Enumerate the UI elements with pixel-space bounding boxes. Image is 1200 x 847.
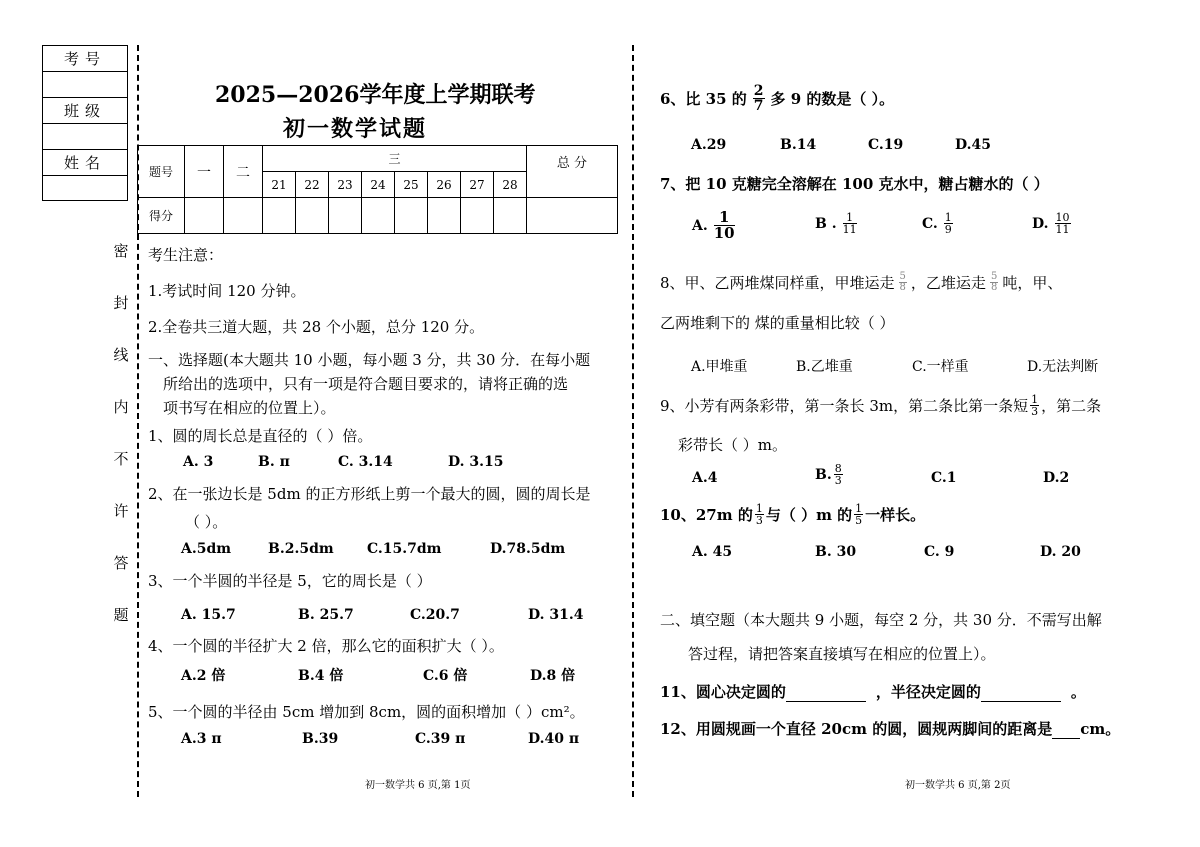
q1-option-a[interactable]: A. 3 xyxy=(183,454,214,470)
q10-option-d[interactable]: D. 20 xyxy=(1040,544,1081,560)
q10-option-c[interactable]: C. 9 xyxy=(924,544,955,560)
fraction xyxy=(753,84,765,113)
page-divider xyxy=(632,45,634,797)
q1-option-b[interactable]: B. π xyxy=(258,454,290,470)
numerator: 1 xyxy=(755,502,763,515)
footer-left: 初一数学共 6 页,第 1页 xyxy=(365,780,471,791)
q9-stem-cont: 彩带长（ ）m。 xyxy=(678,436,787,454)
fraction xyxy=(899,272,907,293)
exam-title: 2025—2026学年度上学期联考 xyxy=(215,82,536,108)
seal-char: 线 xyxy=(113,346,129,364)
numerator: 5 xyxy=(899,271,906,282)
denominator: 8 xyxy=(990,282,998,293)
option-label: D. xyxy=(1032,215,1049,232)
option-label: B. xyxy=(815,466,832,483)
numerator: 1 xyxy=(855,502,863,515)
q1-stem: 1、圆的周长总是直径的（ ）倍。 xyxy=(148,427,373,445)
name-label: 姓名 xyxy=(43,150,127,176)
q8-text: 8、甲、乙两堆煤同样重，甲堆运走 xyxy=(660,274,895,292)
q8-option-d[interactable]: D.无法判断 xyxy=(1027,359,1099,375)
numerator: 10 xyxy=(1055,211,1070,224)
q12-stem xyxy=(660,718,1120,739)
q2-stem-cont: （ ）。 xyxy=(185,513,228,531)
score-cell[interactable] xyxy=(224,198,263,234)
total-header: 总 分 xyxy=(527,146,618,198)
section-1-header: 一 xyxy=(185,146,224,198)
q12-answer-blank[interactable] xyxy=(1052,724,1080,739)
q11-text: 。 xyxy=(1070,683,1086,701)
q4-option-a[interactable]: A.2 倍 xyxy=(181,668,226,684)
denominator: 5 xyxy=(855,514,863,527)
seal-char: 题 xyxy=(113,606,129,624)
notice-heading: 考生注意： xyxy=(148,246,224,264)
q6-text: 多 9 的数是（ ）。 xyxy=(770,90,895,108)
q9-option-d[interactable]: D.2 xyxy=(1043,470,1070,486)
section1-heading-cont: 所给出的选项中，只有一项是符合题目要求的，请将正确的选 xyxy=(163,375,569,393)
denominator: 8 xyxy=(899,282,906,293)
section2-heading-cont: 答过程，请把答案直接填写在相应的位置上）。 xyxy=(688,645,996,663)
q9-text: 9、小芳有两条彩带，第一条长 3m，第二条比第一条短 xyxy=(660,397,1029,415)
exam-number-label: 考号 xyxy=(43,46,127,72)
q7-option-b[interactable] xyxy=(815,212,859,235)
q8-option-a[interactable]: A.甲堆重 xyxy=(691,359,748,375)
q8-option-b[interactable]: B.乙堆重 xyxy=(796,359,853,375)
seal-char: 内 xyxy=(113,398,129,416)
fraction xyxy=(714,210,735,241)
q6-option-d[interactable]: D.45 xyxy=(955,137,991,153)
q2-option-a[interactable]: A.5dm xyxy=(181,541,232,557)
q12-text: cm。 xyxy=(1080,720,1121,738)
q3-stem: 3、一个半圆的半径是 5，它的周长是（ ） xyxy=(148,572,432,590)
denominator: 10 xyxy=(713,224,735,242)
q5-option-d[interactable]: D.40 π xyxy=(528,731,580,747)
score-cell[interactable] xyxy=(263,198,296,234)
q5-option-a[interactable]: A.3 π xyxy=(181,731,222,747)
seal-char: 答 xyxy=(113,554,129,572)
q2-option-d[interactable]: D.78.5dm xyxy=(490,541,566,557)
question-number: 24 xyxy=(362,172,395,198)
class-field[interactable] xyxy=(43,124,127,150)
section1-heading-cont: 项书写在相应的位置上）。 xyxy=(163,399,336,417)
denominator: 11 xyxy=(842,223,857,236)
exam-subtitle: 初一数学试题 xyxy=(283,116,428,142)
question-number: 27 xyxy=(461,172,494,198)
q7-option-a[interactable] xyxy=(692,210,737,241)
numerator: 1 xyxy=(714,210,735,226)
q7-stem: 7、把 10 克糖完全溶解在 100 克水中，糖占糖水的（ ） xyxy=(660,175,1049,193)
score-cell[interactable] xyxy=(329,198,362,234)
total-score-cell[interactable] xyxy=(527,198,618,234)
denominator: 11 xyxy=(1055,223,1070,236)
fraction xyxy=(843,212,857,235)
denominator: 7 xyxy=(753,98,764,114)
q10-option-b[interactable]: B. 30 xyxy=(815,544,857,560)
score-cell[interactable] xyxy=(395,198,428,234)
q6-stem xyxy=(660,84,894,113)
numerator: 1 xyxy=(843,212,857,224)
section-2-header: 二 xyxy=(224,146,263,198)
fraction xyxy=(834,463,843,486)
question-number: 26 xyxy=(428,172,461,198)
q2-stem: 2、在一张边长是 5dm 的正方形纸上剪一个最大的圆，圆的周长是 xyxy=(148,485,591,503)
q3-option-b[interactable]: B. 25.7 xyxy=(298,607,354,623)
q10-text: 10、27m 的 xyxy=(660,506,753,524)
fraction xyxy=(1055,212,1071,235)
option-label: B . xyxy=(815,215,837,232)
section1-heading: 一、选择题(本大题共 10 小题，每小题 3 分，共 30 分．在每小题 xyxy=(148,351,591,369)
class-label: 班级 xyxy=(43,98,127,124)
q12-text: 12、用圆规画一个直径 20cm 的圆，圆规两脚间的距离是 xyxy=(660,720,1053,738)
name-field[interactable] xyxy=(43,176,127,202)
q4-option-d[interactable]: D.8 倍 xyxy=(530,668,576,684)
q10-stem xyxy=(660,503,925,526)
score-cell[interactable] xyxy=(185,198,224,234)
q1-option-d[interactable]: D. 3.15 xyxy=(448,454,504,470)
q9-stem xyxy=(660,394,1101,417)
question-number: 21 xyxy=(263,172,296,198)
q4-option-c[interactable]: C.6 倍 xyxy=(423,668,468,684)
numerator: 5 xyxy=(990,271,998,282)
row-label-score: 得分 xyxy=(138,198,185,234)
fraction xyxy=(1030,394,1039,417)
student-info-box xyxy=(42,45,128,201)
score-cell[interactable] xyxy=(428,198,461,234)
denominator: 9 xyxy=(944,223,952,236)
question-number: 28 xyxy=(494,172,527,198)
denominator: 3 xyxy=(834,474,842,487)
q3-option-a[interactable]: A. 15.7 xyxy=(181,607,236,623)
q6-option-a[interactable]: A.29 xyxy=(691,137,727,153)
numerator: 1 xyxy=(1031,393,1039,406)
seal-char: 密 xyxy=(113,242,129,260)
numerator: 1 xyxy=(944,211,952,224)
q8-stem xyxy=(660,272,1062,293)
q11-text: ，半径决定圆的 xyxy=(875,683,981,701)
q5-option-b[interactable]: B.39 xyxy=(302,731,339,747)
q1-option-c[interactable]: C. 3.14 xyxy=(338,454,393,470)
section-3-header: 三 xyxy=(263,146,527,172)
q5-option-c[interactable]: C.39 π xyxy=(415,731,466,747)
question-number: 22 xyxy=(296,172,329,198)
q6-text: 6、比 35 的 xyxy=(660,90,747,108)
q2-option-c[interactable]: C.15.7dm xyxy=(367,541,442,557)
score-cell[interactable] xyxy=(494,198,527,234)
q9-text: ，第二条 xyxy=(1041,397,1102,415)
fraction xyxy=(854,503,863,526)
fraction xyxy=(755,503,764,526)
score-table xyxy=(137,145,618,234)
score-cell[interactable] xyxy=(461,198,494,234)
q2-option-b[interactable]: B.2.5dm xyxy=(268,541,334,557)
q8-option-c[interactable]: C.一样重 xyxy=(912,359,969,375)
q8-text: 吨，甲、 xyxy=(1002,274,1063,292)
q5-stem: 5、一个圆的半径由 5cm 增加到 8cm，圆的面积增加（ ）cm²。 xyxy=(148,703,585,721)
q10-text: 一样长。 xyxy=(865,506,926,524)
numerator: 2 xyxy=(753,83,764,99)
q4-option-b[interactable]: B.4 倍 xyxy=(298,668,344,684)
seal-char: 封 xyxy=(113,294,129,312)
seal-char: 不 xyxy=(113,450,129,468)
q4-stem: 4、一个圆的半径扩大 2 倍，那么它的面积扩大（ ）。 xyxy=(148,637,504,655)
q8-stem-cont: 乙两堆剩下的 煤的重量相比较（ ） xyxy=(660,314,895,332)
option-label: C. xyxy=(922,215,938,232)
option-label: A. xyxy=(692,217,708,234)
denominator: 3 xyxy=(755,514,763,527)
q10-text: 与（ ）m 的 xyxy=(765,506,853,524)
seal-char: 许 xyxy=(113,502,129,520)
q6-option-c[interactable]: C.19 xyxy=(868,137,904,153)
q3-option-c[interactable]: C.20.7 xyxy=(410,607,460,623)
score-cell[interactable] xyxy=(362,198,395,234)
q11-answer-blank-2[interactable] xyxy=(981,687,1061,702)
footer-right: 初一数学共 6 页,第 2页 xyxy=(905,780,1011,791)
q9-option-a[interactable]: A.4 xyxy=(692,470,718,486)
q6-option-b[interactable]: B.14 xyxy=(780,137,817,153)
fraction xyxy=(990,272,998,293)
q11-answer-blank-1[interactable] xyxy=(786,687,866,702)
q7-option-c[interactable] xyxy=(922,212,955,235)
notice-item: 1.考试时间 120 分钟。 xyxy=(148,282,306,300)
q7-option-d[interactable] xyxy=(1032,212,1073,235)
exam-number-field[interactable] xyxy=(43,72,127,98)
numerator: 8 xyxy=(834,462,842,475)
q9-option-b[interactable] xyxy=(815,463,845,486)
denominator: 3 xyxy=(1031,405,1039,418)
q9-option-c[interactable]: C.1 xyxy=(931,470,957,486)
question-number: 23 xyxy=(329,172,362,198)
score-cell[interactable] xyxy=(296,198,329,234)
seal-notice xyxy=(110,240,132,656)
section2-heading: 二、填空题（本大题共 9 小题，每空 2 分，共 30 分．不需写出解 xyxy=(660,611,1102,629)
q11-stem xyxy=(660,681,1086,702)
q10-option-a[interactable]: A. 45 xyxy=(692,544,733,560)
fraction xyxy=(944,212,953,235)
q11-text: 11、圆心决定圆的 xyxy=(660,683,786,701)
row-label-question: 题号 xyxy=(138,146,185,198)
q3-option-d[interactable]: D. 31.4 xyxy=(528,607,584,623)
question-number: 25 xyxy=(395,172,428,198)
notice-item: 2.全卷共三道大题，共 28 个小题，总分 120 分。 xyxy=(148,318,485,336)
q8-text: ，乙堆运走 xyxy=(910,274,986,292)
